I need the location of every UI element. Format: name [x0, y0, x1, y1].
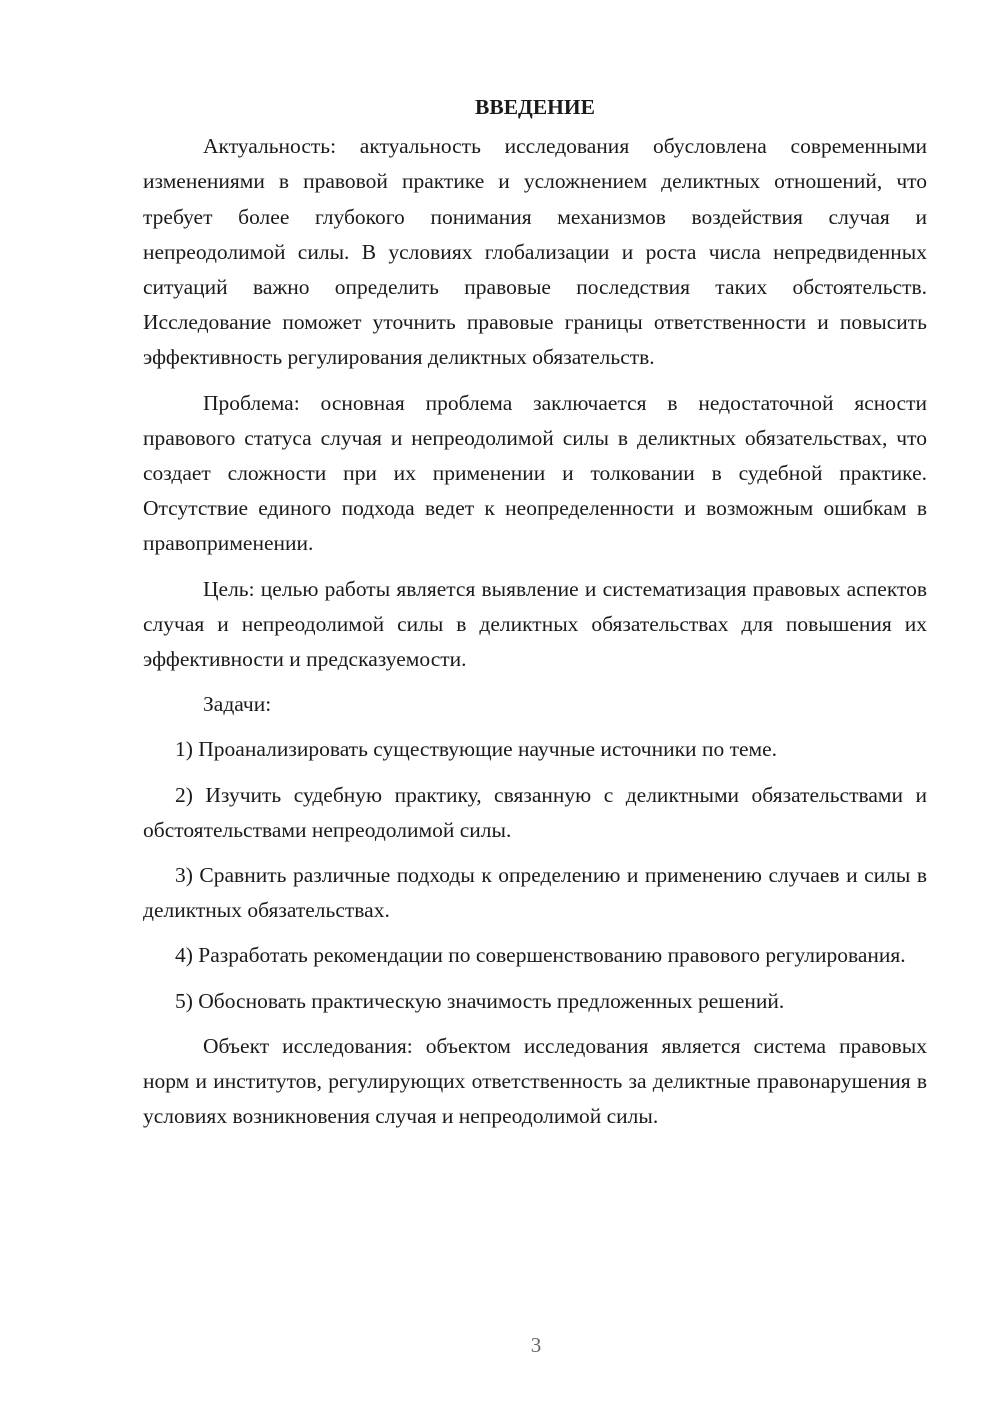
paragraph-object: Объект исследования: объектом исследования является система правовых норм и институтов, регулирующих ответственность за деликтные правонарушения в условиях возникновения случая и непреодолимой силы.: [143, 1033, 927, 1129]
paragraph-problem: Проблема: основная проблема заключается в недостаточной ясности правового статуса случая и непреодолимой силы в деликтных обязательствах, что создает сложности при их применении и толковании в судебной практике. Отсутствие единого подхода ведет к неопределенности и возможным ошибкам в правоприменении.: [143, 390, 927, 556]
task-item: 1) Проанализировать существующие научные источники по теме.: [175, 737, 778, 762]
page-content: [143, 90, 927, 1144]
task-item: 2) Изучить судебную практику, связанную с деликтными обязательствами и обстоятельствами непреодолимой силы.: [143, 782, 927, 842]
paragraph-relevance: Актуальность: актуальность исследования обусловлена современными изменениями в правовой практике и усложнением деликтных отношений, что требует более глубокого понимания механизмов воздействия случая и непреодолимой силы. В условиях глобализации и роста числа непредвиденных ситуаций важно определить правовые последствия таких обстоятельств. Исследование поможет уточнить правовые границы ответственности и повысить эффективность регулирования деликтных обязательств.: [143, 134, 927, 370]
paragraph-goal: Цель: целью работы является выявление и систематизация правовых аспектов случая и непреодолимой силы в деликтных обязательствах для повышения их эффективности и предсказуемости.: [143, 576, 927, 672]
task-item: 3) Сравнить различные подходы к определению и применению случаев и силы в деликтных обязательствах.: [143, 863, 927, 923]
task-item: 5) Обосновать практическую значимость предложенных решений.: [175, 988, 785, 1013]
section-heading: ВВЕДЕНИЕ: [475, 95, 595, 119]
tasks-label: Задачи:: [203, 692, 272, 717]
page-number: 3: [530, 1333, 542, 1357]
task-item: 4) Разработать рекомендации по совершенствованию правового регулирования.: [175, 943, 906, 968]
